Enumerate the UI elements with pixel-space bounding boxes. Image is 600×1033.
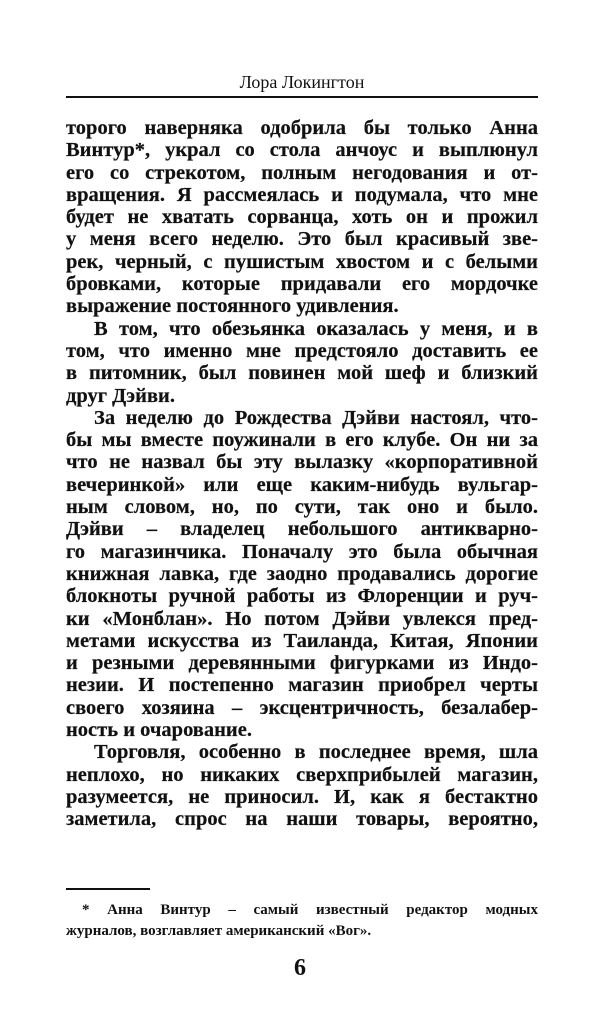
header-rule (66, 96, 538, 98)
text-line: выражение постоянного удивления. (66, 295, 399, 318)
text-line: Винтур*, украл со стола анчоус и выплюнул (66, 139, 538, 162)
text-line: книжная лавка, где заодно продавались дорогие (66, 562, 538, 585)
text-line: бровками, которые придавали его мордочке (66, 273, 538, 296)
footnote (66, 900, 538, 942)
text-line: друг Дэйви. (66, 384, 175, 407)
text-line: метами искусства из Таиланда, Китая, Японии (66, 629, 538, 652)
paragraph (66, 407, 538, 741)
text-line: ность и очарование. (66, 719, 252, 742)
text-line: том, что именно мне предстояло доставить ее (66, 339, 538, 362)
text-line: рек, черный, с пушистым хвостом и с белыми (66, 250, 538, 273)
text-line: неплохо, но никаких сверхприбылей магазин, (66, 763, 538, 786)
text-line: Дэйви – владелец небольшого антикварно- (66, 518, 538, 541)
body-text (66, 117, 538, 831)
text-line: незии. И постепенно магазин приобрел черты (66, 674, 538, 697)
text-line: будет не хватать сорванца, хоть он и прожил (66, 206, 538, 229)
paragraph (66, 741, 538, 830)
text-line: бы мы вместе поужинали в его клубе. Он ни за (66, 429, 538, 452)
text-line: блокноты ручной работы из Флоренции и руч- (66, 585, 538, 608)
text-line: ным словом, но, по сути, так оно и было. (66, 496, 538, 519)
text-line: го магазинчика. Поначалу это была обычная (66, 540, 538, 563)
footnote-line: журналов, возглавляет американский «Вог». (66, 923, 372, 939)
text-line: что не назвал бы эту вылазку «корпоративной (66, 451, 538, 474)
text-line: торого наверняка одобрила бы только Анна (66, 117, 538, 139)
text-line: вечеринкой» или еще каким-нибудь вульгар- (66, 473, 538, 496)
footnote-rule (66, 888, 150, 890)
text-line: За неделю до Рождества Дэйви настоял, что- (94, 406, 538, 429)
text-line: у меня всего неделю. Это был красивый зве- (66, 228, 538, 251)
paragraph (66, 318, 538, 407)
text-line: разумеется, не приносил. И, как я бестактно (66, 785, 538, 808)
text-line: его со стрекотом, полным негодования и от- (66, 161, 538, 184)
paragraph (66, 117, 538, 318)
text-line: Торговля, особенно в последнее время, шла (94, 741, 538, 764)
text-line: вращения. Я рассмеялась и подумала, что мне (66, 183, 538, 206)
footnote-line: * Анна Винтур – самый известный редактор модных (82, 902, 538, 918)
page-number: 6 (294, 955, 306, 981)
text-line: и резными деревянными фигурками из Индо- (66, 652, 538, 675)
text-line: в питомник, был повинен мой шеф и близкий (66, 362, 538, 385)
running-header: Лора Локингтон (239, 72, 365, 92)
text-line: ки «Монблан». Но потом Дэйви увлекся пред- (66, 607, 538, 630)
text-line: своего хозяина – эксцентричность, безалабер- (66, 696, 538, 719)
text-line: заметила, спрос на наши товары, вероятно, (66, 808, 538, 831)
text-line: В том, что обезьянка оказалась у меня, и в (94, 317, 538, 340)
